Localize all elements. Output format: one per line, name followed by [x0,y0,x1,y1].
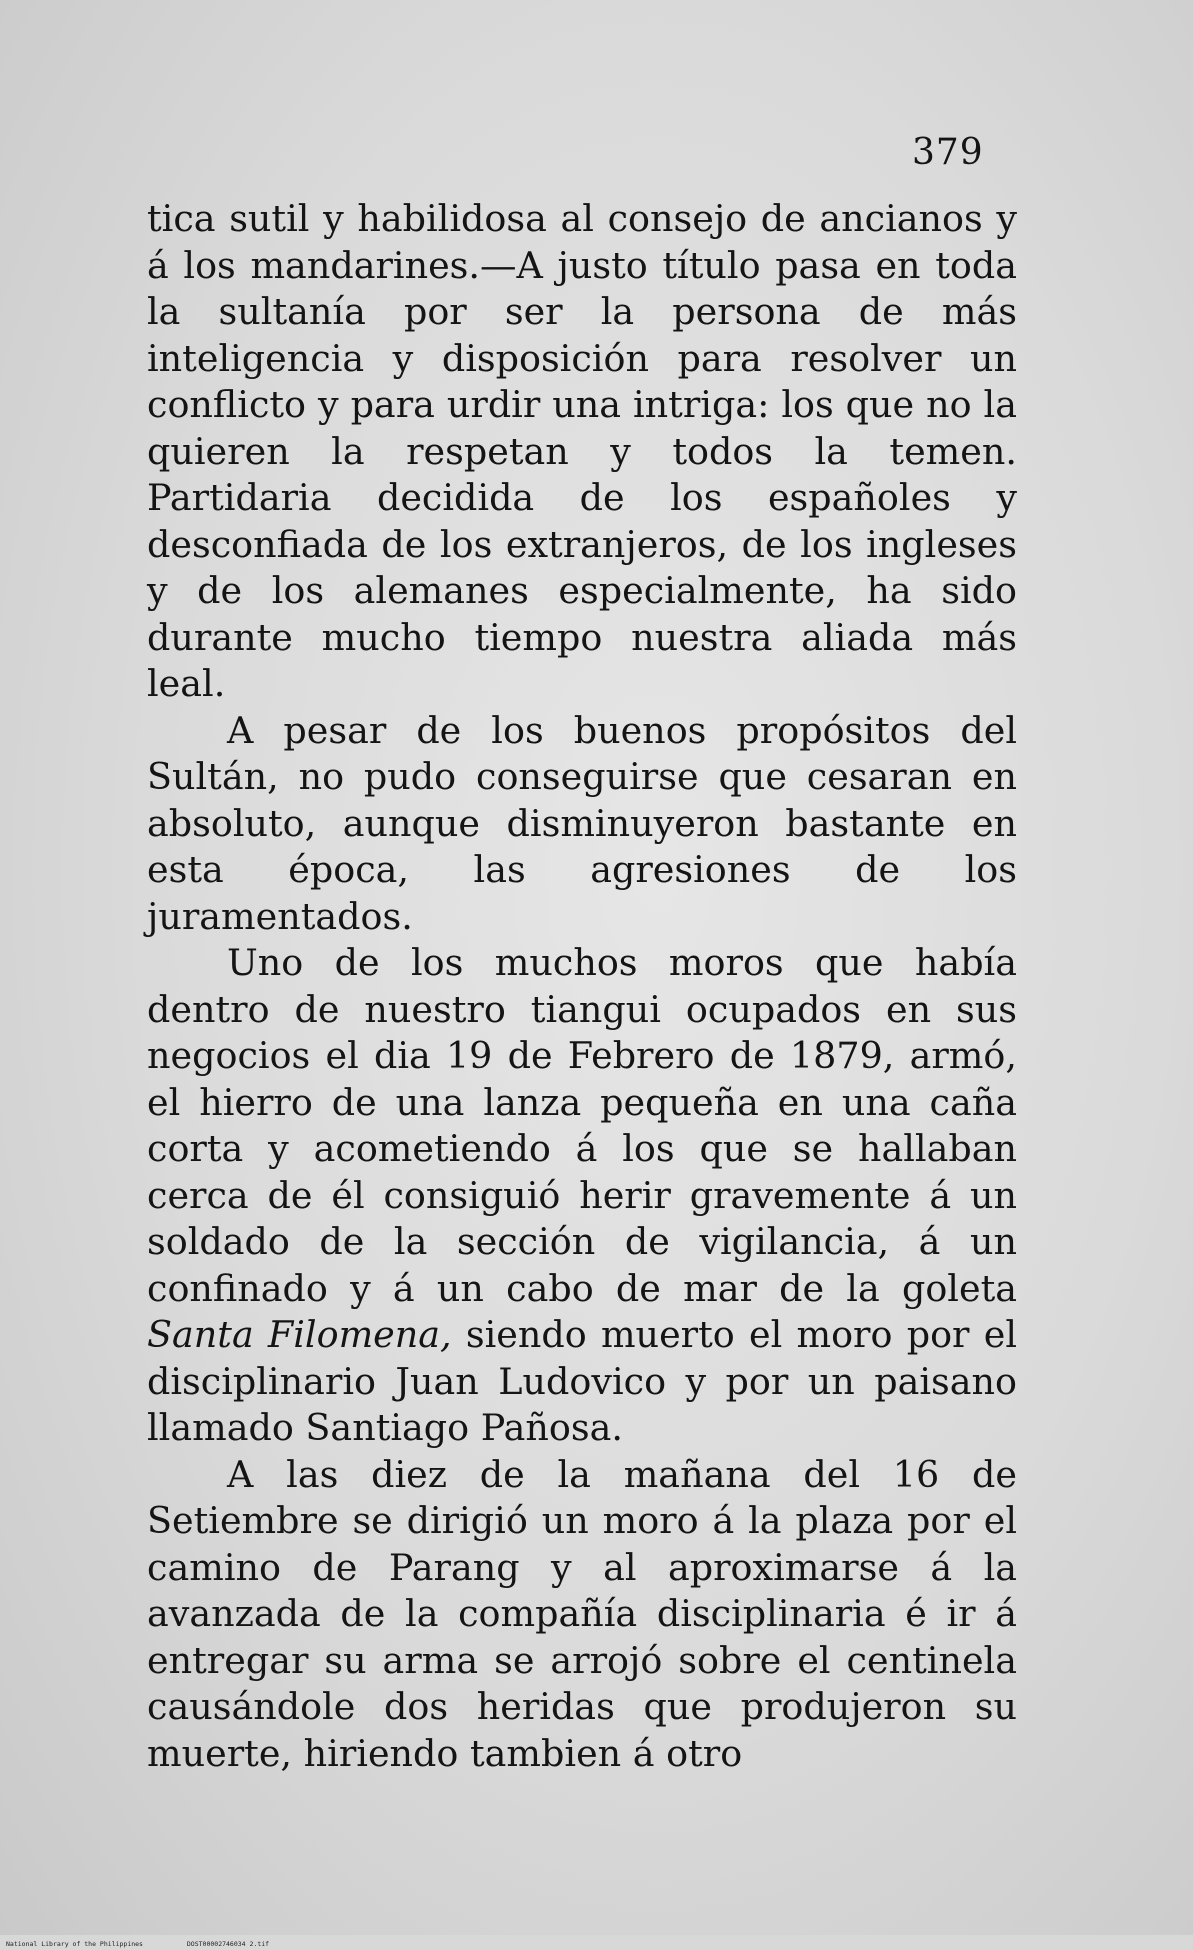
footer-library: National Library of the Philippines [6,1940,143,1948]
footer-file: DOST00002746034 2.tif [186,1940,270,1948]
scan-footer [6,1940,309,1948]
paragraph-3-text-after: siendo muerto el moro por el disciplinario Juan Ludovico y por un paisano llamado Santiago Pañosa. [147,1313,1017,1449]
body-text [147,196,1017,1777]
paragraph-3 [147,940,1017,1452]
paragraph-4: A las diez de la mañana del 16 de Setiembre se dirigió un moro á la plaza por el camino de Parang y al aproximarse á la avanzada de la compañía disciplinaria é ir á entregar su arma se arrojó sobre el centinela causándole dos heridas que produjeron su muerte, hiriendo tambien á otro [147,1452,1017,1775]
paragraph-2: A pesar de los buenos propósitos del Sultán, no pudo conseguirse que cesaran en absoluto, aunque disminuyeron bastante en esta época, las agresiones de los juramentados. [147,708,1017,938]
page-number: 379 [912,132,984,173]
paragraph-3-text-before: Uno de los muchos moros que había dentro de nuestro tiangui ocupados en sus negocios el dia 19 de Febrero de 1879, armó, el hierro de una lanza pequeña en una caña corta y acometiendo á los que se hallaban cerca de él consiguió herir gravemente á un soldado de la sección de vigilancia, á un confinado y á un cabo de mar de la goleta [147,941,1017,1310]
paragraph-1: tica sutil y habilidosa al consejo de ancianos y á los mandarines.—A justo título pasa en toda la sultanía por ser la persona de más inteligencia y disposición para resolver un conflicto y para urdir una intriga: los que no la quieren la respetan y todos la temen. Partidaria decidida de los españoles y desconfiada de los extranjeros, de los ingleses y de los alemanes especialmente, ha sido durante mucho tiempo nuestra aliada más leal. [147,197,1017,705]
ship-name: Santa Filomena, [147,1313,452,1356]
